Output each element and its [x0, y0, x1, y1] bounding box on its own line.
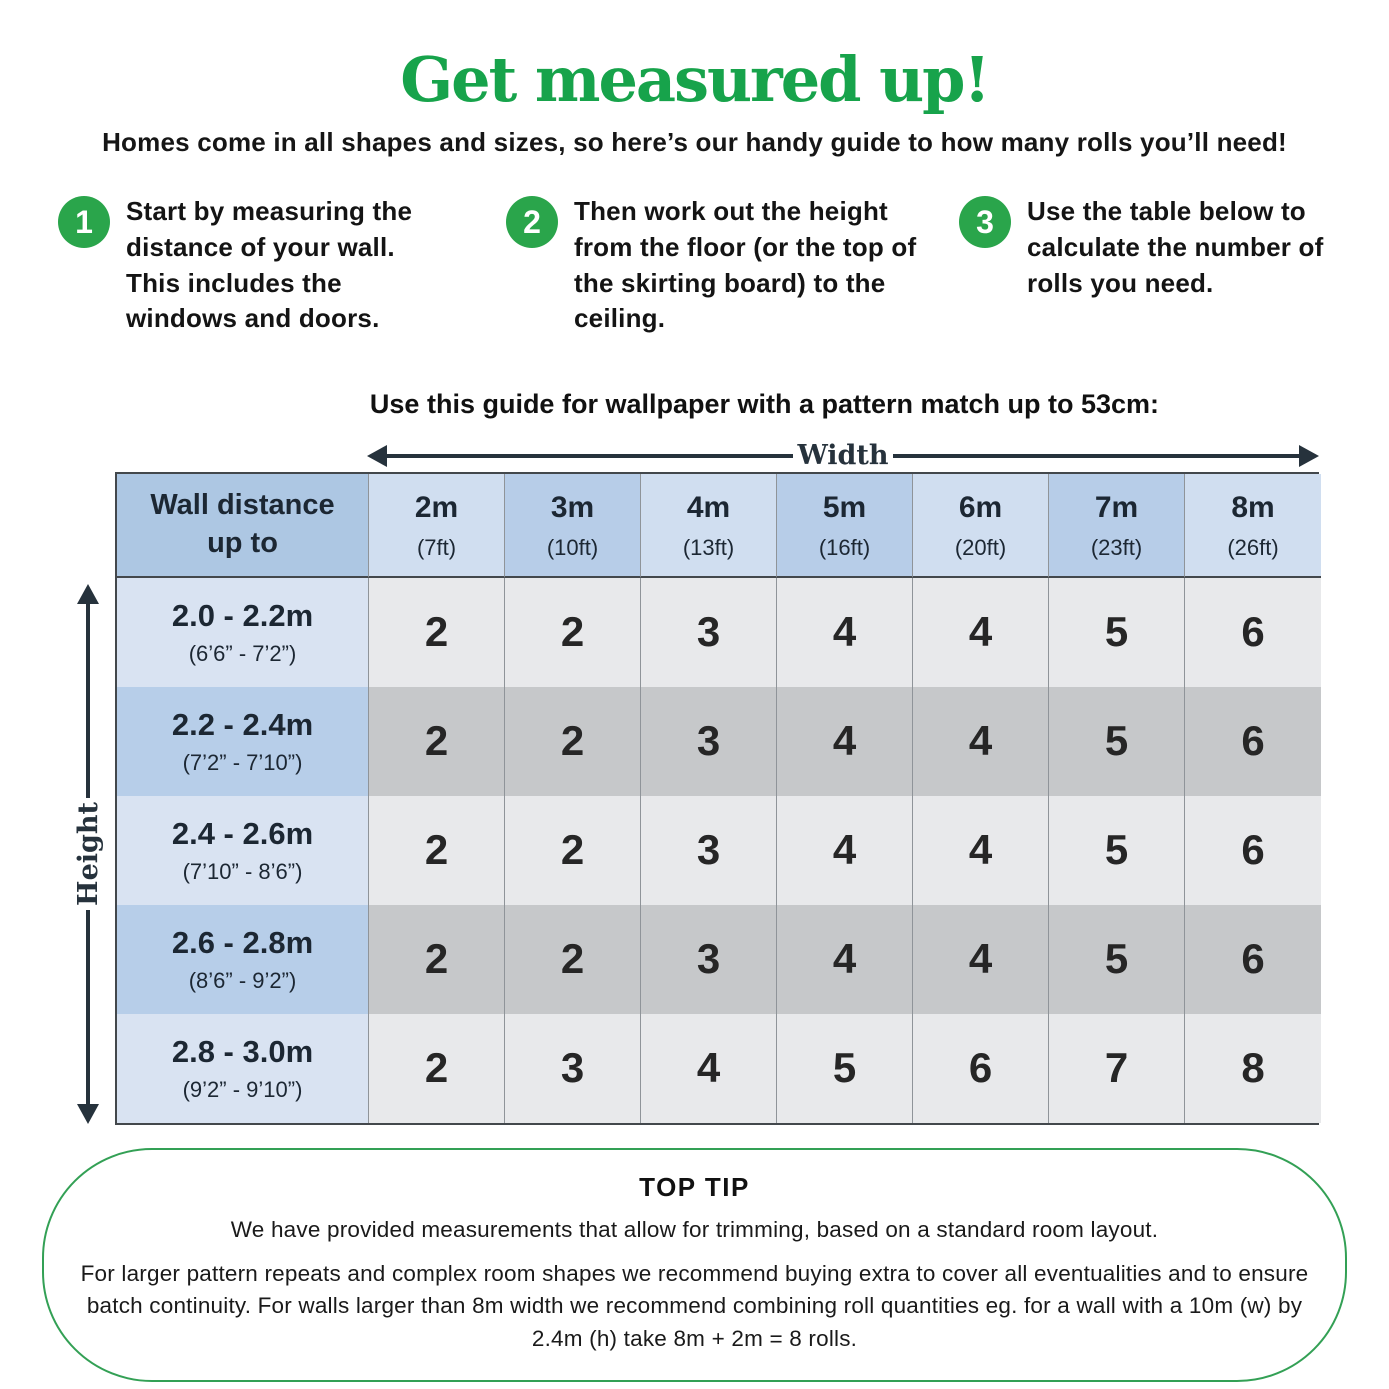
column-header-3m — [505, 474, 641, 578]
table-cell: 6 — [1185, 796, 1321, 905]
row-label-main: 2.2 - 2.4m — [171, 706, 314, 742]
row-label-5 — [117, 1014, 369, 1123]
table-cell: 3 — [641, 796, 777, 905]
table-cell: 4 — [777, 905, 913, 1014]
table-cell: 2 — [369, 578, 505, 687]
table-cell: 3 — [641, 905, 777, 1014]
width-arrow-line-left — [387, 454, 793, 458]
column-header-sub: (20ft) — [954, 535, 1007, 561]
table-cell: 3 — [641, 578, 777, 687]
page-title: Get measured up! — [400, 43, 989, 116]
column-header-2m — [369, 474, 505, 578]
steps-row — [58, 194, 1389, 336]
row-label-sub: (9’2” - 9’10”) — [182, 1076, 303, 1102]
height-arrow — [66, 584, 110, 1124]
step-2 — [506, 194, 929, 336]
table-caption: Use this guide for wallpaper with a pattern match up to 53cm: — [369, 388, 1160, 419]
column-header-sub: (23ft) — [1090, 535, 1143, 561]
table-cell: 5 — [1049, 796, 1185, 905]
step-1-number-badge: 1 — [58, 196, 110, 248]
height-axis-label: Height — [72, 801, 104, 906]
row-label-main: 2.4 - 2.6m — [171, 815, 314, 851]
table-cell: 4 — [777, 687, 913, 796]
top-tip-box — [42, 1148, 1347, 1382]
step-3-text: Use the table below to calculate the number of rolls you need. — [1027, 196, 1324, 298]
table-cell: 6 — [913, 1014, 1049, 1123]
arrowhead-down-icon — [77, 1104, 99, 1124]
step-1-text: Start by measuring the distance of your wall. This includes the windows and doors. — [126, 196, 413, 334]
table-cell: 4 — [777, 796, 913, 905]
width-axis-label: Width — [797, 440, 889, 472]
table-cell: 7 — [1049, 1014, 1185, 1123]
step-2-text: Then work out the height from the floor (or the top of the skirting board) to the ceiling. — [574, 196, 917, 334]
column-header-sub: (13ft) — [682, 535, 735, 561]
table-cell: 2 — [505, 578, 641, 687]
row-label-4 — [117, 905, 369, 1014]
step-1 — [58, 194, 456, 336]
row-label-sub: (8’6” - 9’2”) — [188, 967, 297, 993]
step-3 — [959, 194, 1337, 336]
table-zone — [0, 424, 1389, 1130]
arrowhead-left-icon — [367, 445, 387, 467]
row-label-2 — [117, 687, 369, 796]
rolls-table — [115, 472, 1319, 1125]
wallpaper-measuring-guide — [0, 44, 1389, 1389]
column-header-sub: (16ft) — [818, 535, 871, 561]
table-cell: 4 — [913, 578, 1049, 687]
table-cell: 2 — [369, 796, 505, 905]
table-cell: 5 — [1049, 578, 1185, 687]
table-cell: 2 — [505, 796, 641, 905]
row-label-main: 2.0 - 2.2m — [171, 597, 314, 633]
column-header-4m — [641, 474, 777, 578]
arrowhead-right-icon — [1299, 445, 1319, 467]
table-cell: 4 — [913, 687, 1049, 796]
row-label-3 — [117, 796, 369, 905]
column-header-main: 7m — [1094, 491, 1139, 525]
table-cell: 3 — [505, 1014, 641, 1123]
table-cell: 4 — [913, 905, 1049, 1014]
table-cell: 4 — [777, 578, 913, 687]
corner-header — [117, 474, 369, 578]
row-label-sub: (6’6” - 7’2”) — [188, 640, 297, 666]
height-arrow-line-top — [86, 604, 90, 798]
row-label-sub: (7’10” - 8’6”) — [182, 858, 303, 884]
row-label-sub: (7’2” - 7’10”) — [182, 749, 303, 775]
column-header-sub: (10ft) — [546, 535, 599, 561]
table-cell: 6 — [1185, 687, 1321, 796]
column-header-8m — [1185, 474, 1321, 578]
table-cell: 8 — [1185, 1014, 1321, 1123]
width-arrow — [367, 440, 1319, 472]
column-header-main: 2m — [414, 491, 459, 525]
column-header-7m — [1049, 474, 1185, 578]
table-cell: 2 — [505, 687, 641, 796]
table-cell: 3 — [641, 687, 777, 796]
corner-header-label: Wall distance up to — [150, 489, 335, 559]
table-cell: 6 — [1185, 578, 1321, 687]
width-arrow-line-right — [893, 454, 1299, 458]
table-cell: 4 — [641, 1014, 777, 1123]
table-cell: 2 — [369, 905, 505, 1014]
tip-line-1: We have provided measurements that allow for trimming, based on a standard room layout. — [230, 1216, 1159, 1242]
table-cell: 4 — [913, 796, 1049, 905]
arrowhead-up-icon — [77, 584, 99, 604]
column-header-main: 5m — [822, 491, 867, 525]
step-3-number-badge: 3 — [959, 196, 1011, 248]
page-subtitle: Homes come in all shapes and sizes, so here’s our handy guide to how many rolls you’ll need! — [102, 127, 1287, 158]
column-header-main: 8m — [1231, 491, 1275, 525]
column-header-main: 4m — [686, 491, 731, 525]
step-2-number-badge: 2 — [506, 196, 558, 248]
row-label-main: 2.6 - 2.8m — [171, 924, 314, 960]
tip-heading: TOP TIP — [639, 1171, 750, 1202]
height-arrow-line-bottom — [86, 910, 90, 1104]
table-cell: 2 — [369, 1014, 505, 1123]
table-cell: 5 — [1049, 687, 1185, 796]
column-header-sub: (7ft) — [416, 535, 457, 561]
tip-line-2: For larger pattern repeats and complex room shapes we recommend buying extra to cover all eventualities and to ensure batch continuity. For walls larger than 8m width we recommend combining roll quantities eg. for a wall with a 10m (w) by 2.4m (h) take 8m + 2m = 8 rolls. — [80, 1260, 1309, 1351]
table-cell: 5 — [1049, 905, 1185, 1014]
column-header-main: 3m — [550, 491, 595, 525]
row-label-main: 2.8 - 3.0m — [171, 1033, 314, 1069]
column-header-sub: (26ft) — [1227, 535, 1279, 561]
column-header-6m — [913, 474, 1049, 578]
table-cell: 2 — [369, 687, 505, 796]
table-cell: 6 — [1185, 905, 1321, 1014]
table-cell: 5 — [777, 1014, 913, 1123]
column-header-5m — [777, 474, 913, 578]
column-header-main: 6m — [958, 491, 1003, 525]
table-cell: 2 — [505, 905, 641, 1014]
row-label-1 — [117, 578, 369, 687]
